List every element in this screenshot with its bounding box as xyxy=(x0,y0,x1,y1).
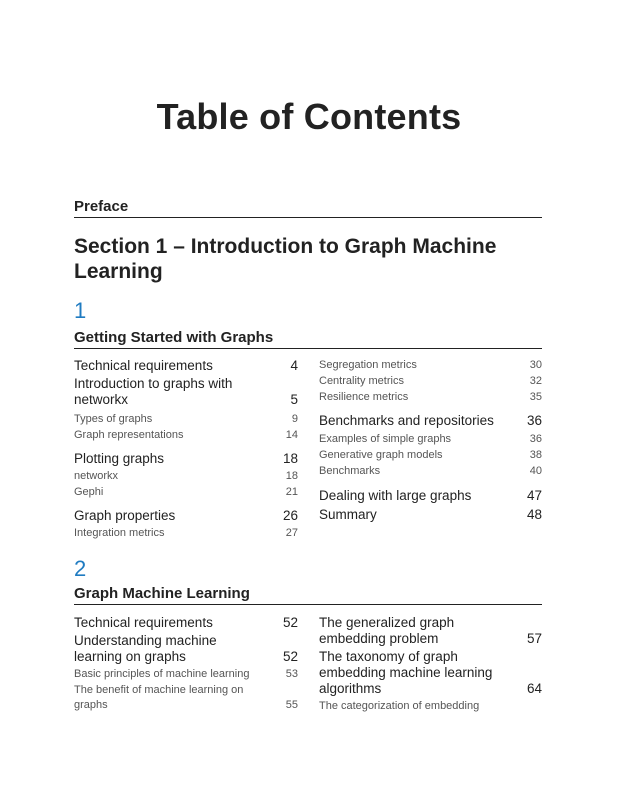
toc-entry[interactable] xyxy=(74,451,298,467)
toc-entry-page: 52 xyxy=(282,615,298,630)
toc-entry-text: The benefit of machine learning on graphs xyxy=(74,684,244,711)
chapter-2-left-column xyxy=(74,615,298,713)
toc-entry-page: 4 xyxy=(290,358,298,373)
toc-entry-page: 32 xyxy=(529,375,542,387)
toc-entry-page: 18 xyxy=(282,451,298,466)
toc-entry[interactable] xyxy=(74,526,298,541)
chapter-2-right-column xyxy=(319,615,542,714)
chapter-2-title[interactable]: Graph Machine Learning xyxy=(74,585,542,605)
chapter-1-number: 1 xyxy=(74,298,87,323)
preface-heading[interactable]: Preface xyxy=(74,198,542,218)
toc-entry-page: 26 xyxy=(282,508,298,523)
toc-entry[interactable] xyxy=(319,464,542,479)
toc-entry[interactable] xyxy=(319,649,542,697)
chapter-2-number: 2 xyxy=(74,556,87,581)
toc-entry[interactable] xyxy=(319,358,542,373)
section-title[interactable]: Section 1 – Introduction to Graph Machine Learning xyxy=(74,235,497,283)
toc-entry-page: 53 xyxy=(285,668,298,680)
toc-entry-page: 38 xyxy=(529,449,542,461)
toc-entry[interactable] xyxy=(319,432,542,447)
toc-entry[interactable] xyxy=(319,374,542,389)
toc-entry[interactable] xyxy=(74,633,298,665)
toc-entry-page: 14 xyxy=(285,429,298,441)
toc-entry-page: 36 xyxy=(529,433,542,445)
toc-entry-page: 40 xyxy=(529,465,542,477)
toc-entry[interactable] xyxy=(74,615,298,631)
toc-entry[interactable] xyxy=(74,469,298,484)
toc-entry-text: The generalized graph embedding problem xyxy=(319,615,455,646)
toc-entry[interactable] xyxy=(319,699,542,714)
toc-entry-text: Introduction to graphs with networkx xyxy=(74,376,233,407)
toc-entry-page: 9 xyxy=(291,413,298,425)
toc-entry-page: 64 xyxy=(526,681,542,696)
toc-entry[interactable] xyxy=(319,507,542,523)
page-title: Table of Contents xyxy=(156,96,462,137)
toc-entry-text: Types of graphs xyxy=(74,413,153,425)
toc-entry[interactable] xyxy=(74,412,298,427)
toc-entry[interactable] xyxy=(74,508,298,524)
toc-entry-text: Benchmarks xyxy=(319,465,381,477)
toc-entry[interactable] xyxy=(74,428,298,443)
toc-entry-text: networkx xyxy=(74,470,119,482)
toc-entry[interactable] xyxy=(74,485,298,500)
toc-entry-text: Understanding machine learning on graphs xyxy=(74,633,217,664)
toc-entry-text: Graph properties xyxy=(74,508,176,523)
toc-entry-page: 35 xyxy=(529,391,542,403)
toc-entry-text: Technical requirements xyxy=(74,358,213,373)
toc-entry-text: The taxonomy of graph embedding machine learning algorithms xyxy=(319,649,493,696)
toc-entry-text: Segregation metrics xyxy=(319,359,417,371)
toc-entry[interactable] xyxy=(74,376,298,408)
toc-entry-text: Plotting graphs xyxy=(74,451,165,466)
toc-entry[interactable] xyxy=(74,683,298,713)
toc-entry-text: Centrality metrics xyxy=(319,375,404,387)
toc-entry-text: Examples of simple graphs xyxy=(319,433,452,445)
toc-entry-text: Basic principles of machine learning xyxy=(74,668,250,680)
toc-entry-page: 27 xyxy=(285,527,298,539)
toc-entry-page: 30 xyxy=(529,359,542,371)
toc-entry-text: Integration metrics xyxy=(74,527,165,539)
toc-entry[interactable] xyxy=(319,390,542,405)
toc-entry-page: 5 xyxy=(290,392,298,407)
chapter-1-left-column xyxy=(74,358,298,541)
toc-entry-text: Benchmarks and repositories xyxy=(319,413,494,428)
toc-entry[interactable] xyxy=(319,615,542,647)
toc-entry-page: 52 xyxy=(282,649,298,664)
toc-entry[interactable] xyxy=(74,358,298,374)
toc-entry-text: The categorization of embedding xyxy=(319,700,480,712)
toc-entry-page: 48 xyxy=(526,507,542,522)
toc-entry-text: Gephi xyxy=(74,486,104,498)
toc-entry[interactable] xyxy=(319,488,542,504)
toc-entry-page: 47 xyxy=(526,488,542,503)
toc-entry-text: Generative graph models xyxy=(319,449,443,461)
toc-entry[interactable] xyxy=(74,667,298,682)
toc-entry-page: 21 xyxy=(285,486,298,498)
toc-entry-text: Dealing with large graphs xyxy=(319,488,472,503)
toc-entry[interactable] xyxy=(319,448,542,463)
toc-entry-text: Summary xyxy=(319,507,377,522)
toc-entry-text: Graph representations xyxy=(74,429,184,441)
toc-entry-page: 36 xyxy=(526,413,542,428)
chapter-1-right-column xyxy=(319,358,542,523)
toc-entry-text: Resilience metrics xyxy=(319,391,409,403)
toc-entry-page: 18 xyxy=(285,470,298,482)
chapter-1-title[interactable]: Getting Started with Graphs xyxy=(74,329,542,349)
toc-entry-text: Technical requirements xyxy=(74,615,213,630)
toc-entry-page: 55 xyxy=(285,699,298,711)
toc-entry-page: 57 xyxy=(526,631,542,646)
toc-entry[interactable] xyxy=(319,413,542,429)
